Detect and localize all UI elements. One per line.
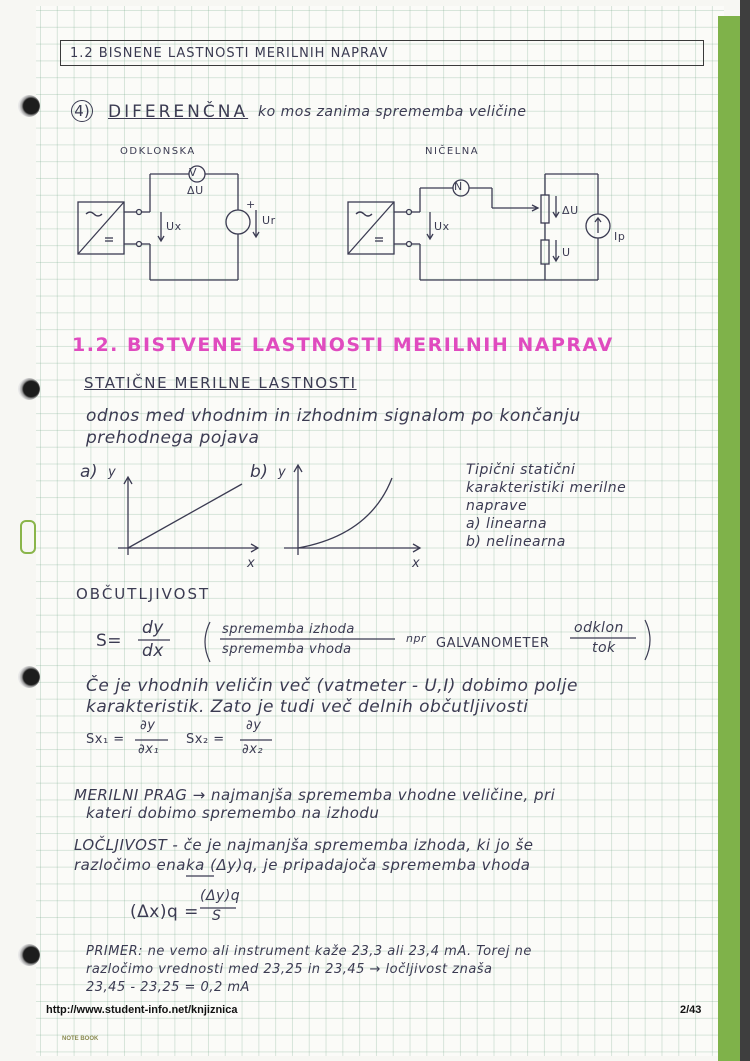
delta-u-label-right: ΔU [562, 204, 579, 217]
ur-label: Ur [262, 214, 276, 227]
note-line2: karakteristiki merilne [466, 480, 627, 496]
sx1-lhs: Sx₁ = [86, 732, 125, 747]
resolution-den: S [212, 908, 222, 924]
sx2-lhs: Sx₂ = [186, 732, 225, 747]
graph-a-y: y [108, 465, 117, 480]
u-label-right: U [562, 246, 571, 259]
resolution-line1: LOČLJIVOST - če je najmanjša sprememba izhoda, ki jo še [74, 836, 534, 854]
static-text-line1: odnos med vhodnim in izhodnim signalom po končanju [86, 406, 581, 426]
graph-b-x: x [412, 556, 421, 571]
example-line2: razločimo vrednosti med 23,25 in 23,45 → ločljivost znaša [86, 962, 493, 977]
footer-brand: NOTE BOOK [62, 1036, 99, 1042]
npr-label: npr [406, 632, 426, 645]
footer-url[interactable]: http://www.student-info.net/knjiznica [46, 1004, 238, 1016]
note-line3: naprave [466, 498, 528, 514]
sx2-den: ∂x₂ [242, 742, 264, 757]
galvanometer-label: GALVANOMETER [436, 636, 550, 651]
example-line1: PRIMER: ne vemo ali instrument kaže 23,3 ali 23,4 mA. Torej ne [86, 944, 532, 959]
ux-label-right: Ux [434, 220, 450, 233]
sensitivity-heading: OBČUTLJIVOST [76, 585, 211, 603]
odklon-label: odklon [574, 620, 624, 636]
subsection-heading: STATIČNE MERILNE LASTNOSTI [84, 374, 357, 392]
circuit-label-odklonska: ODKLONSKA [120, 146, 196, 157]
dy-label: dy [142, 618, 164, 638]
sx1-num: ∂y [140, 718, 156, 733]
null-detector-label: N [454, 180, 463, 193]
sensitivity-text-line2: karakteristik. Zato je tudi več delnih občutljivosti [86, 697, 529, 717]
circuit-label-nicelna: NIČELNA [425, 146, 480, 157]
note-line5: b) nelinearna [466, 534, 566, 550]
section-description: ko mos zanima sprememba veličine [258, 104, 527, 120]
resolution-lhs: (Δx)q = [130, 902, 199, 922]
plus-label: + [246, 198, 256, 211]
threshold-line1: MERILNI PRAG → najmanjša sprememba vhodne veličine, pri [74, 786, 556, 804]
sensitivity-text-line1: Če je vhodnih veličin več (vatmeter - U,I) dobimo polje [86, 676, 578, 696]
resolution-num: (Δy)q [200, 888, 241, 904]
fraction-numerator: sprememba izhoda [222, 622, 355, 637]
note-line1: Tipični statični [466, 462, 576, 478]
page-header-title: 1.2 BISNENE LASTNOSTI MERILNIH NAPRAV [70, 46, 389, 61]
dx-label: dx [142, 641, 164, 661]
graph-b-label: b) [250, 462, 269, 482]
delta-u-label: ΔU [187, 184, 204, 197]
item-number: 4) [71, 100, 93, 122]
graph-a-label: a) [80, 462, 99, 482]
fraction-denominator: sprememba vhoda [222, 642, 352, 657]
note-line4: a) linearna [466, 516, 548, 532]
static-text-line2: prehodnega pojava [86, 428, 260, 448]
section-heading-diferencna: DIFERENČNA [108, 102, 249, 122]
graph-b-y: y [278, 465, 287, 480]
graph-a-x: x [247, 556, 256, 571]
voltmeter-label: V [189, 166, 198, 179]
resolution-line2: razločimo enaka (Δy)q, je pripadajoča sprememba vhoda [74, 856, 531, 874]
threshold-line2: kateri dobimo spremembo na izhodu [86, 804, 380, 822]
s-equals: S= [96, 631, 123, 651]
example-line3: 23,45 - 23,25 = 0,2 mA [86, 980, 250, 995]
sx2-num: ∂y [246, 718, 262, 733]
ux-label-left: Ux [166, 220, 182, 233]
ip-label: Ip [614, 230, 626, 243]
section-title-pink: 1.2. BISTVENE LASTNOSTI MERILNIH NAPRAV [72, 334, 614, 356]
footer-page-number: 2/43 [680, 1004, 702, 1016]
tok-label: tok [592, 640, 616, 656]
sx1-den: ∂x₁ [138, 742, 160, 757]
